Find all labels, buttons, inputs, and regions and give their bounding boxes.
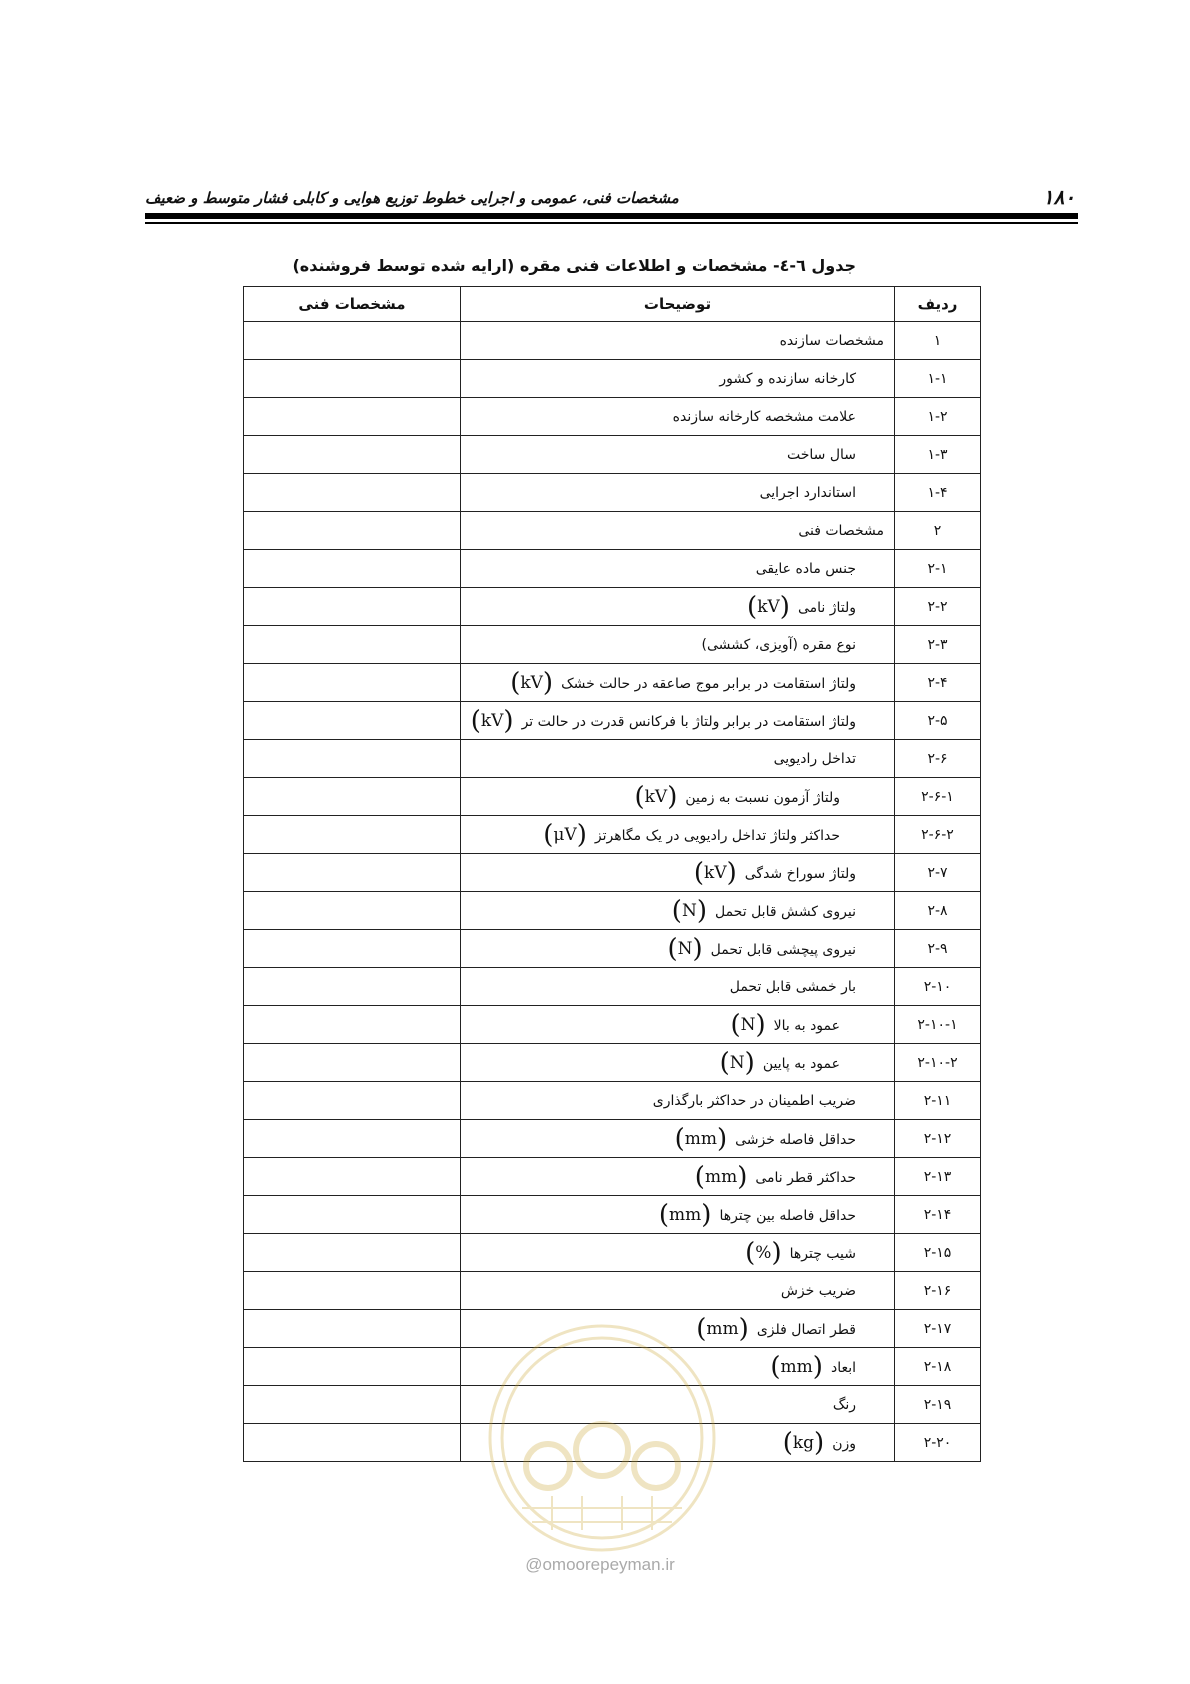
row-spec-cell [244, 550, 461, 588]
row-index: ۲-۳ [895, 626, 981, 664]
row-spec-cell [244, 436, 461, 474]
table-row [244, 930, 981, 968]
row-unit: (kV) [634, 781, 678, 812]
row-label: جنس ماده عایقی [755, 560, 856, 577]
row-description [461, 1272, 895, 1310]
row-unit: (kV) [470, 705, 514, 736]
unit-text: N [740, 1014, 756, 1035]
row-label: ولتاژ سوراخ شدگی [744, 865, 856, 882]
unit-text: kV [480, 710, 504, 731]
row-label: تداخل رادیویی [773, 750, 856, 767]
row-label: شیب چترها [789, 1245, 856, 1262]
row-label: عمود به پایین [762, 1055, 840, 1072]
unit-text: N [729, 1052, 745, 1073]
table-row [244, 588, 981, 626]
table-row [244, 1272, 981, 1310]
row-label: بار خمشی قابل تحمل [729, 978, 856, 995]
row-index: ۲-۴ [895, 664, 981, 702]
table-row [244, 322, 981, 360]
row-label: قطر اتصال فلزی [756, 1321, 856, 1338]
row-spec-cell [244, 1044, 461, 1082]
row-description [461, 854, 895, 892]
header-rule-thick [145, 213, 1078, 219]
row-description [461, 740, 895, 778]
row-index: ۲-۱۴ [895, 1196, 981, 1234]
row-label: علامت مشخصه کارخانه سازنده [672, 408, 856, 425]
row-spec-cell [244, 322, 461, 360]
table-row [244, 398, 981, 436]
table-header-row [244, 287, 981, 322]
row-index: ۲-۶-۲ [895, 816, 981, 854]
row-description [461, 816, 895, 854]
unit-text: N [681, 900, 697, 921]
row-unit: (mm) [696, 1313, 749, 1344]
row-index: ۲-۱۲ [895, 1120, 981, 1158]
unit-text: kg [792, 1432, 815, 1453]
row-spec-cell [244, 702, 461, 740]
row-unit: (N) [730, 1009, 766, 1040]
unit-text: % [755, 1242, 772, 1263]
row-description [461, 1234, 895, 1272]
row-spec-cell [244, 854, 461, 892]
row-spec-cell [244, 1234, 461, 1272]
row-label: سال ساخت [786, 446, 856, 463]
unit-text: mm [706, 1318, 739, 1339]
row-spec-cell [244, 1082, 461, 1120]
row-spec-cell [244, 398, 461, 436]
row-label: حداکثر قطر نامی [755, 1169, 856, 1186]
table-row [244, 702, 981, 740]
row-index: ۱-۴ [895, 474, 981, 512]
row-spec-cell [244, 930, 461, 968]
row-label: کارخانه سازنده و کشور [719, 370, 856, 387]
row-index: ۲-۷ [895, 854, 981, 892]
header-index: ردیف [895, 287, 981, 322]
row-index: ۱-۱ [895, 360, 981, 398]
watermark-url: @omoorepeyman.ir [525, 1555, 675, 1574]
row-index: ۱-۳ [895, 436, 981, 474]
row-index: ۲-۱۷ [895, 1310, 981, 1348]
row-index: ۲-۱۶ [895, 1272, 981, 1310]
row-spec-cell [244, 740, 461, 778]
unit-text: kV [644, 786, 668, 807]
row-label: نیروی پیچشی قابل تحمل [710, 941, 856, 958]
table-row [244, 778, 981, 816]
row-index: ۲-۱۰ [895, 968, 981, 1006]
header-rule-thin [145, 222, 1078, 224]
row-unit: (mm) [658, 1199, 712, 1230]
row-spec-cell [244, 1006, 461, 1044]
unit-text: mm [669, 1204, 702, 1225]
row-spec-cell [244, 1424, 461, 1462]
table-row [244, 474, 981, 512]
row-index: ۱-۲ [895, 398, 981, 436]
table-row [244, 854, 981, 892]
row-unit: (N) [667, 933, 703, 964]
unit-text: mm [780, 1356, 813, 1377]
row-description [461, 322, 895, 360]
row-label: نیروی کشش قابل تحمل [714, 903, 856, 920]
row-index: ۲-۱ [895, 550, 981, 588]
row-spec-cell [244, 778, 461, 816]
row-index: ۲ [895, 512, 981, 550]
row-spec-cell [244, 626, 461, 664]
row-spec-cell [244, 1348, 461, 1386]
row-index: ۱ [895, 322, 981, 360]
row-description [461, 664, 895, 702]
row-index: ۲-۱۰-۲ [895, 1044, 981, 1082]
row-unit: (kV) [747, 591, 790, 622]
table-row [244, 1120, 981, 1158]
row-label: نوع مقره (آویزی، کششی) [701, 636, 856, 653]
table-row [244, 968, 981, 1006]
table-row [244, 1158, 981, 1196]
row-unit: (N) [671, 895, 707, 926]
row-index: ۲-۱۹ [895, 1386, 981, 1424]
row-spec-cell [244, 1158, 461, 1196]
row-label: رنگ [832, 1396, 856, 1413]
row-spec-cell [244, 892, 461, 930]
table-row [244, 1196, 981, 1234]
table-row [244, 360, 981, 398]
row-spec-cell [244, 1386, 461, 1424]
row-description [461, 1082, 895, 1120]
row-unit: (mm) [674, 1123, 728, 1154]
row-description [461, 588, 895, 626]
table-row [244, 1044, 981, 1082]
running-title: مشخصات فنی، عمومی و اجرایی خطوط توزیع هوایی و کابلی فشار متوسط و ضعیف [145, 189, 679, 207]
row-description [461, 1158, 895, 1196]
row-unit: (μV) [543, 819, 587, 850]
row-spec-cell [244, 588, 461, 626]
row-unit: (%) [745, 1237, 782, 1268]
table-row [244, 436, 981, 474]
row-label: مشخصات سازنده [779, 332, 884, 349]
row-description [461, 1044, 895, 1082]
row-index: ۲-۱۰-۱ [895, 1006, 981, 1044]
row-index: ۲-۹ [895, 930, 981, 968]
row-label: ولتاژ آزمون نسبت به زمین [685, 789, 840, 806]
row-description [461, 512, 895, 550]
unit-text: mm [684, 1128, 717, 1149]
row-description [461, 626, 895, 664]
row-index: ۲-۱۸ [895, 1348, 981, 1386]
row-description [461, 360, 895, 398]
row-label: عمود به بالا [773, 1017, 840, 1034]
row-spec-cell [244, 1272, 461, 1310]
row-label: مشخصات فنی [798, 522, 884, 539]
table-row [244, 1006, 981, 1044]
row-description [461, 968, 895, 1006]
row-index: ۲-۲ [895, 588, 981, 626]
row-spec-cell [244, 512, 461, 550]
row-unit: (mm) [770, 1351, 823, 1382]
row-description [461, 436, 895, 474]
row-description [461, 398, 895, 436]
row-label: ابعاد [830, 1359, 856, 1376]
unit-text: μV [553, 824, 577, 845]
row-index: ۲-۶-۱ [895, 778, 981, 816]
row-index: ۲-۸ [895, 892, 981, 930]
row-description [461, 1120, 895, 1158]
row-label: حداقل فاصله بین چترها [719, 1207, 856, 1224]
row-description [461, 702, 895, 740]
row-description [461, 474, 895, 512]
row-label: ولتاژ استقامت در برابر موج صاعقه در حالت خشک [561, 675, 856, 692]
row-label: ضریب اطمینان در حداکثر بارگذاری [652, 1092, 856, 1109]
seal-watermark [482, 1318, 722, 1558]
row-index: ۲-۶ [895, 740, 981, 778]
row-index: ۲-۵ [895, 702, 981, 740]
table-row [244, 664, 981, 702]
row-label: ولتاژ استقامت در برابر ولتاژ با فرکانس قدرت در حالت تر [521, 713, 856, 730]
unit-text: kV [520, 672, 543, 693]
page-number: ۱۸۰ [1042, 185, 1075, 209]
table-row [244, 550, 981, 588]
table-row [244, 816, 981, 854]
row-index: ۲-۱۱ [895, 1082, 981, 1120]
row-description [461, 930, 895, 968]
table-row [244, 1082, 981, 1120]
row-unit: (kV) [510, 667, 554, 698]
row-label: ولتاژ نامی [797, 599, 856, 616]
table-row [244, 740, 981, 778]
row-index: ۲-۱۳ [895, 1158, 981, 1196]
table-row [244, 1234, 981, 1272]
row-description [461, 892, 895, 930]
row-spec-cell [244, 360, 461, 398]
row-description [461, 1006, 895, 1044]
row-spec-cell [244, 816, 461, 854]
row-unit: (kV) [693, 857, 737, 888]
table-row [244, 892, 981, 930]
row-spec-cell [244, 1120, 461, 1158]
table-caption: جدول ٦-٤- مشخصات و اطلاعات فنی مقره (ارایه شده توسط فروشنده) [292, 256, 856, 275]
row-label: استاندارد اجرایی [759, 484, 856, 501]
unit-text: kV [757, 596, 780, 617]
row-unit: (N) [719, 1047, 755, 1078]
row-description [461, 550, 895, 588]
row-index: ۲-۱۵ [895, 1234, 981, 1272]
row-description [461, 1196, 895, 1234]
table-row [244, 626, 981, 664]
row-label: ضریب خزش [780, 1282, 856, 1299]
unit-text: mm [704, 1166, 738, 1187]
row-label: حداکثر ولتاژ تداخل رادیویی در یک مگاهرتز [594, 827, 840, 844]
row-unit: (mm) [694, 1161, 748, 1192]
page-header [145, 185, 1075, 215]
row-unit: (kg) [782, 1427, 825, 1458]
row-spec-cell [244, 664, 461, 702]
row-spec-cell [244, 1310, 461, 1348]
unit-text: kV [704, 862, 727, 883]
row-spec-cell [244, 1196, 461, 1234]
row-spec-cell [244, 474, 461, 512]
unit-text: N [677, 938, 693, 959]
row-description [461, 778, 895, 816]
row-spec-cell [244, 968, 461, 1006]
row-index: ۲-۲۰ [895, 1424, 981, 1462]
table-row [244, 512, 981, 550]
row-label: وزن [832, 1435, 856, 1452]
insulator-spec-table [243, 286, 981, 1462]
header-description: توضیحات [461, 287, 895, 322]
row-label: حداقل فاصله خزشی [735, 1131, 856, 1148]
header-spec: مشخصات فنی [244, 287, 461, 322]
